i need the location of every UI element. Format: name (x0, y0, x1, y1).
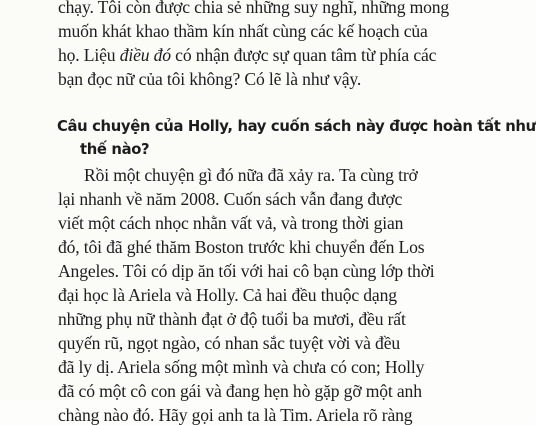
body-line: chàng nào đó. Hãy gọi anh ta là Tim. Ariela rõ ràng (58, 405, 413, 425)
body-line: Rồi một chuyện gì đó nữa đã xảy ra. Ta cùng trở (84, 165, 418, 185)
body-line: viết một cách nhọc nhằn vất vả, và trong thời gian (58, 213, 404, 233)
body-line: những phụ nữ thành đạt ở độ tuổi ba mươi, đều rất (58, 309, 406, 329)
body-line: đại học là Ariela và Holly. Cả hai đều thuộc dạng (58, 285, 397, 305)
body-line: đó, tôi đã ghé thăm Boston trước khi chuyển đến Los (58, 237, 425, 257)
intro-line: chạy. Tôi còn được chia sẻ những suy nghĩ, những mong (58, 0, 450, 17)
body-line: đã có một cô con gái và đang hẹn hò gặp gỡ một anh (58, 381, 422, 401)
body-line: Angeles. Tôi có dịp ăn tối với hai cô bạn cùng lớp thời (58, 261, 435, 281)
section-heading-line: thế nào? (80, 141, 150, 158)
intro-line: bạn đọc nữ của tôi không? Có lẽ là như vậy. (58, 69, 362, 89)
intro-line: muốn khát khao thầm kín nhất cùng các kế hoạch của (58, 21, 428, 41)
intro-line-end: có nhận được sự quan tâm từ phía các (170, 45, 437, 65)
body-line: đã ly dị. Ariela sống một mình và chưa có con; Holly (58, 357, 425, 377)
intro-line (58, 45, 436, 65)
section-heading-line: Câu chuyện của Holly, hay cuốn sách này được hoàn tất như (57, 118, 536, 135)
body-line: lại nhanh về năm 2008. Cuốn sách vẫn đang được (58, 189, 403, 209)
intro-line-start: họ. Liệu (58, 45, 120, 65)
emphasized-phrase: điều đó (119, 45, 171, 65)
body-line: quyến rũ, ngọt ngào, có nhan sắc tuyệt vời và đều (58, 333, 401, 353)
